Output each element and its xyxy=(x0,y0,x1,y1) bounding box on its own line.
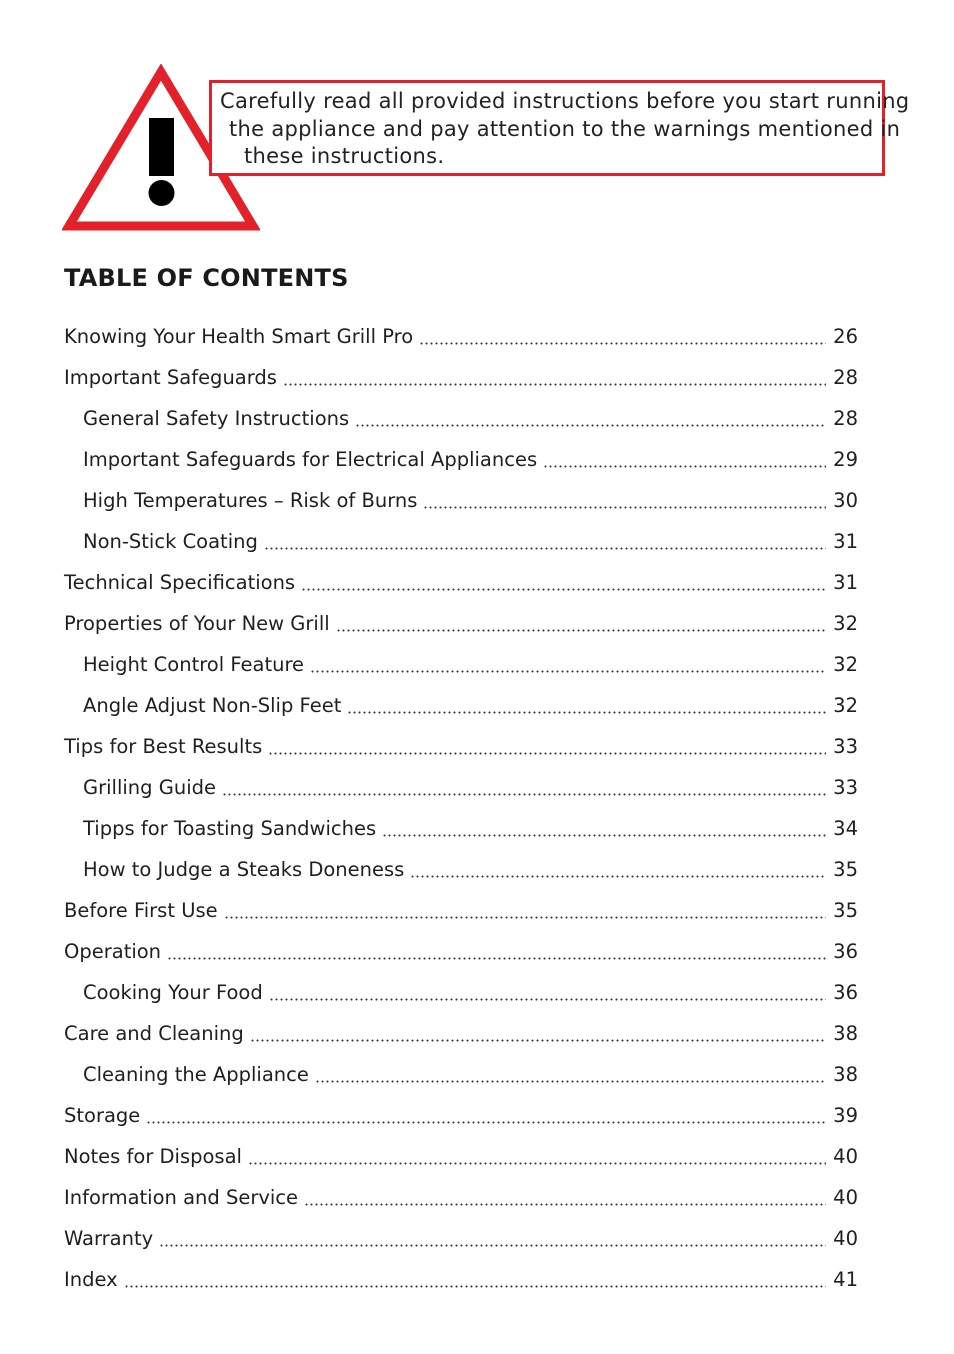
toc-entry-label: Index xyxy=(64,1268,118,1291)
toc-entry[interactable] xyxy=(64,398,858,439)
toc-entry[interactable] xyxy=(64,439,858,480)
toc-entry[interactable] xyxy=(64,357,858,398)
toc-leader-dots xyxy=(167,957,826,960)
toc-entry[interactable] xyxy=(64,726,858,767)
toc-entry-label: Important Safeguards for Electrical Appliances xyxy=(83,448,538,471)
toc-entry[interactable] xyxy=(64,603,858,644)
toc-leader-dots xyxy=(347,711,826,714)
toc-entry[interactable] xyxy=(64,1177,858,1218)
toc-leader-dots xyxy=(264,547,826,550)
toc-entry-label: Non-Stick Coating xyxy=(83,530,258,553)
toc-entry-label: Important Safeguards xyxy=(64,366,277,389)
toc-entry-label: Information and Service xyxy=(64,1186,299,1209)
toc-entry-page: 36 xyxy=(833,940,858,963)
toc-entry[interactable] xyxy=(64,685,858,726)
toc-leader-dots xyxy=(310,670,826,673)
toc-entry-page: 33 xyxy=(833,776,858,799)
toc-entry[interactable] xyxy=(64,480,858,521)
toc-list xyxy=(64,316,858,1300)
toc-leader-dots xyxy=(304,1203,826,1206)
toc-leader-dots xyxy=(268,752,826,755)
toc-entry-page: 31 xyxy=(833,571,858,594)
toc-leader-dots xyxy=(410,875,826,878)
toc-entry[interactable] xyxy=(64,931,858,972)
toc-entry-page: 40 xyxy=(833,1227,858,1250)
toc-entry[interactable] xyxy=(64,521,858,562)
toc-entry-label: Technical Specifications xyxy=(64,571,296,594)
toc-entry-label: Notes for Disposal xyxy=(64,1145,242,1168)
warning-notice xyxy=(209,80,910,176)
toc-entry[interactable] xyxy=(64,1013,858,1054)
toc-leader-dots xyxy=(224,916,826,919)
toc-entry-page: 38 xyxy=(833,1022,858,1045)
toc-entry[interactable] xyxy=(64,972,858,1013)
toc-leader-dots xyxy=(124,1285,826,1288)
toc-leader-dots xyxy=(159,1244,826,1247)
toc-entry-label: Tipps for Toasting Sandwiches xyxy=(83,817,377,840)
toc-entry[interactable] xyxy=(64,1054,858,1095)
toc-entry-label: How to Judge a Steaks Doneness xyxy=(83,858,405,881)
toc-entry[interactable] xyxy=(64,767,858,808)
toc-entry[interactable] xyxy=(64,1095,858,1136)
toc-entry-page: 40 xyxy=(833,1186,858,1209)
toc-entry-page: 41 xyxy=(833,1268,858,1291)
toc-entry-page: 28 xyxy=(833,407,858,430)
toc-entry-label: Properties of Your New Grill xyxy=(64,612,330,635)
toc-leader-dots xyxy=(269,998,826,1001)
toc-leader-dots xyxy=(423,506,826,509)
toc-entry[interactable] xyxy=(64,1136,858,1177)
warning-line-3: these instructions. xyxy=(244,144,445,168)
toc-entry-label: Angle Adjust Non-Slip Feet xyxy=(83,694,342,717)
toc-entry-label: Before First Use xyxy=(64,899,218,922)
toc-entry-label: Knowing Your Health Smart Grill Pro xyxy=(64,325,414,348)
toc-entry-label: General Safety Instructions xyxy=(83,407,350,430)
toc-leader-dots xyxy=(315,1080,826,1083)
toc-entry[interactable] xyxy=(64,808,858,849)
warning-line-1: Carefully read all provided instructions before you start running xyxy=(220,89,910,113)
toc-entry-page: 35 xyxy=(833,858,858,881)
toc-entry-page: 32 xyxy=(833,694,858,717)
toc-leader-dots xyxy=(336,629,826,632)
exclamation-dot xyxy=(149,180,175,206)
toc-entry-label: Care and Cleaning xyxy=(64,1022,244,1045)
toc-entry-page: 30 xyxy=(833,489,858,512)
toc-entry-label: Warranty xyxy=(64,1227,154,1250)
toc-entry-label: Tips for Best Results xyxy=(64,735,263,758)
toc-leader-dots xyxy=(146,1121,826,1124)
toc-entry-page: 40 xyxy=(833,1145,858,1168)
toc-entry[interactable] xyxy=(64,849,858,890)
toc-entry-page: 39 xyxy=(833,1104,858,1127)
exclamation-bar xyxy=(149,118,174,176)
toc-entry[interactable] xyxy=(64,644,858,685)
toc-entry-label: Grilling Guide xyxy=(83,776,216,799)
toc-leader-dots xyxy=(543,465,826,468)
toc-entry-page: 36 xyxy=(833,981,858,1004)
warning-text xyxy=(220,88,910,171)
warning-line-2: the appliance and pay attention to the warnings mentioned in xyxy=(229,116,901,141)
toc-entry-page: 38 xyxy=(833,1063,858,1086)
toc-entry-label: Operation xyxy=(64,940,162,963)
toc-entry-page: 26 xyxy=(833,325,858,348)
toc-leader-dots xyxy=(222,793,826,796)
toc-entry[interactable] xyxy=(64,562,858,603)
toc-entry-label: Cooking Your Food xyxy=(83,981,263,1004)
toc-entry[interactable] xyxy=(64,1218,858,1259)
toc-leader-dots xyxy=(250,1039,826,1042)
toc-entry-page: 31 xyxy=(833,530,858,553)
toc-leader-dots xyxy=(301,588,826,591)
toc-leader-dots xyxy=(382,834,826,837)
toc-title: TABLE OF CONTENTS xyxy=(64,264,349,292)
toc-entry-page: 32 xyxy=(833,612,858,635)
toc-entry-page: 32 xyxy=(833,653,858,676)
toc-entry-label: High Temperatures – Risk of Burns xyxy=(83,489,418,512)
toc-entry-label: Height Control Feature xyxy=(83,653,305,676)
toc-entry[interactable] xyxy=(64,890,858,931)
toc-leader-dots xyxy=(355,424,826,427)
toc-entry-label: Storage xyxy=(64,1104,141,1127)
toc-entry-page: 28 xyxy=(833,366,858,389)
toc-entry-page: 33 xyxy=(833,735,858,758)
toc-entry-label: Cleaning the Appliance xyxy=(83,1063,309,1086)
toc-leader-dots xyxy=(419,342,826,345)
toc-entry-page: 34 xyxy=(833,817,858,840)
toc-entry-page: 29 xyxy=(833,448,858,471)
toc-entry-page: 35 xyxy=(833,899,858,922)
toc-entry[interactable] xyxy=(64,316,858,357)
toc-entry[interactable] xyxy=(64,1259,858,1300)
toc-leader-dots xyxy=(283,383,826,386)
toc-leader-dots xyxy=(248,1162,826,1165)
